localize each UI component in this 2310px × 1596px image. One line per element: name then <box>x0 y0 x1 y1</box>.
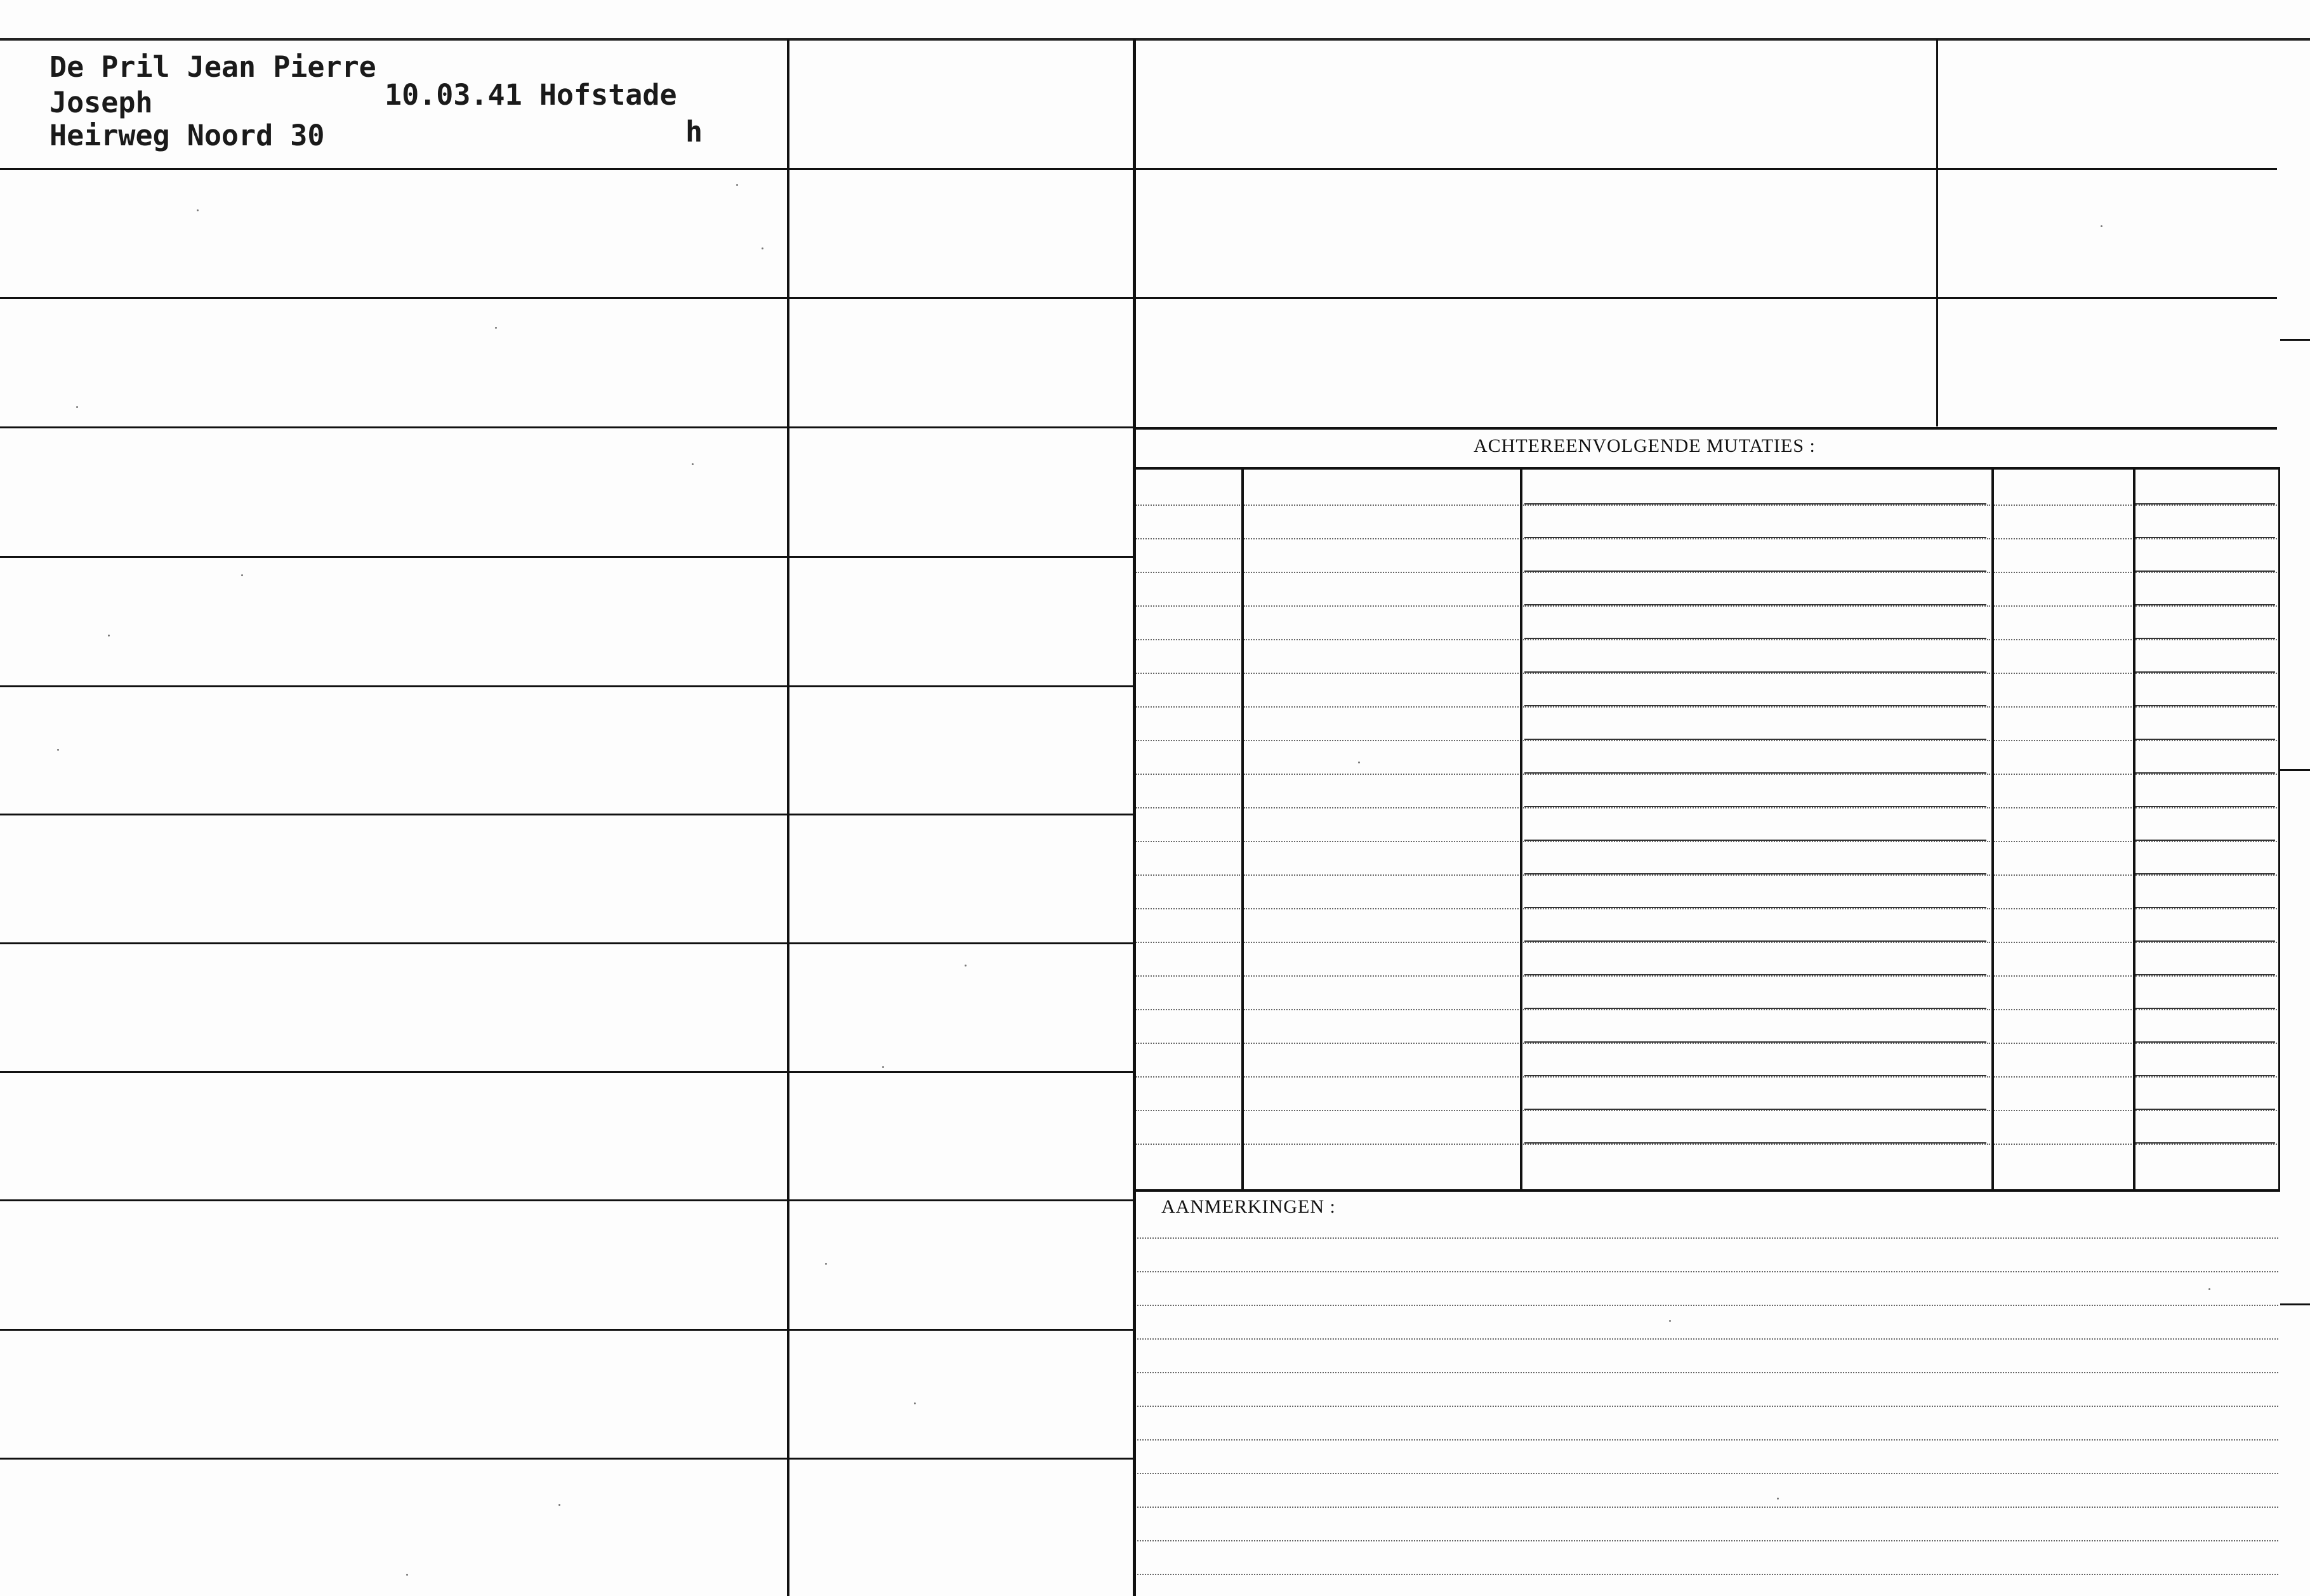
mutation-row-line <box>1994 605 2132 607</box>
mutation-row-rule <box>1524 772 1986 774</box>
mutation-row-line <box>2135 572 2277 573</box>
mutation-row-line <box>1136 572 1240 573</box>
mutation-row-line <box>2135 706 2277 708</box>
mutation-row-line <box>1523 605 1990 607</box>
mutation-row-rule <box>2135 1008 2275 1009</box>
mutation-row-line <box>2135 538 2277 539</box>
mutation-row-line <box>1244 740 1519 741</box>
left-row-line <box>0 814 1135 815</box>
mutation-row-line <box>1136 975 1240 977</box>
mutation-row-rule <box>1524 537 1986 538</box>
mutation-row-line <box>1244 908 1519 909</box>
mutation-row-rule <box>2135 604 2275 605</box>
mutation-row-line <box>1136 874 1240 876</box>
scan-speck <box>825 1263 827 1265</box>
mutation-row-line <box>2135 908 2277 909</box>
right-row-line-1 <box>1135 168 2277 170</box>
mutation-row-line <box>1244 605 1519 607</box>
mutation-row-line <box>2135 505 2277 506</box>
mutation-row-line <box>1244 673 1519 674</box>
sex-mark: h <box>685 115 703 148</box>
mutation-row-rule <box>2135 1142 2275 1144</box>
mutation-row-line <box>2135 673 2277 674</box>
mutation-row-line <box>1136 1009 1240 1010</box>
mutations-heading: ACHTEREENVOLGENDE MUTATIES : <box>1474 435 1816 456</box>
mutation-row-line <box>1523 639 1990 640</box>
mutation-row-line <box>1994 639 2132 640</box>
mutation-row-line <box>2135 841 2277 842</box>
mutation-row-line <box>1136 1043 1240 1044</box>
scan-speck <box>1777 1498 1779 1500</box>
mutation-row-line <box>1994 673 2132 674</box>
mutation-row-line <box>1136 1110 1240 1111</box>
margin-tick-1 <box>2280 339 2310 341</box>
mutation-row-line <box>1523 841 1990 842</box>
left-column-divider <box>787 39 789 1596</box>
mutation-row-line <box>1523 942 1990 943</box>
mutation-row-line <box>1994 807 2132 808</box>
right-upper-divider <box>1936 39 1938 426</box>
mutation-row-line <box>1136 774 1240 775</box>
mutation-row-rule <box>2135 1109 2275 1110</box>
left-row-line <box>0 1329 1135 1331</box>
mutation-row-rule <box>1524 940 1986 942</box>
mutation-row-line <box>1244 1009 1519 1010</box>
mutation-row-line <box>1136 505 1240 506</box>
mutation-row-line <box>2135 740 2277 741</box>
mutation-row-rule <box>1524 638 1986 639</box>
mutation-row-line <box>1994 841 2132 842</box>
left-row-line <box>0 556 1135 558</box>
mutations-col-right <box>2278 470 2280 1189</box>
mutation-row-line <box>1994 740 2132 741</box>
mutation-row-line <box>1994 1009 2132 1010</box>
mutations-col-3 <box>1991 470 1994 1189</box>
mutation-row-line <box>1994 774 2132 775</box>
mutation-row-line <box>2135 1144 2277 1145</box>
mutation-row-line <box>1994 874 2132 876</box>
mutation-row-line <box>1523 538 1990 539</box>
mutation-row-line <box>1136 740 1240 741</box>
mutation-row-line <box>2135 874 2277 876</box>
scan-speck <box>965 965 967 966</box>
left-row-line <box>0 1199 1135 1201</box>
mutation-row-rule <box>1524 974 1986 975</box>
mutation-row-rule <box>2135 739 2275 740</box>
left-row-line <box>0 297 1135 299</box>
mutation-row-line <box>1994 706 2132 708</box>
mutation-row-rule <box>2135 873 2275 874</box>
mutation-row-line <box>1244 1043 1519 1044</box>
mutation-row-line <box>2135 605 2277 607</box>
mutation-row-line <box>1523 505 1990 506</box>
mutation-row-rule <box>2135 638 2275 639</box>
mutation-row-line <box>1523 1043 1990 1044</box>
remark-line <box>1137 1305 2278 1306</box>
remark-line <box>1137 1540 2278 1541</box>
mutation-row-rule <box>2135 907 2275 908</box>
birth-date-place: 10.03.41 Hofstade <box>385 78 677 112</box>
mutation-row-rule <box>1524 705 1986 706</box>
mutation-row-line <box>1244 807 1519 808</box>
name-line-2: Joseph <box>50 86 153 119</box>
mutation-row-rule <box>1524 907 1986 908</box>
name-line-1: De Pril Jean Pierre <box>50 50 376 84</box>
mutation-row-line <box>2135 1043 2277 1044</box>
scan-speck <box>2101 225 2102 227</box>
mutation-row-line <box>1523 673 1990 674</box>
mutation-row-line <box>1136 706 1240 708</box>
mutation-row-rule <box>1524 1041 1986 1043</box>
scan-speck <box>76 406 78 408</box>
address: Heirweg Noord 30 <box>50 119 325 152</box>
mutation-row-line <box>1244 874 1519 876</box>
mutation-row-line <box>1136 841 1240 842</box>
scan-speck <box>108 635 110 636</box>
mutation-row-line <box>1244 538 1519 539</box>
mutation-row-rule <box>2135 705 2275 706</box>
mutation-row-rule <box>2135 1075 2275 1076</box>
mutation-row-line <box>1994 1110 2132 1111</box>
mutation-row-line <box>1244 975 1519 977</box>
mutations-col-1 <box>1241 470 1244 1189</box>
mutation-row-rule <box>1524 570 1986 572</box>
left-row-line <box>0 1458 1135 1460</box>
mutation-row-rule <box>1524 503 1986 505</box>
mutations-col-2 <box>1520 470 1522 1189</box>
left-row-line <box>0 942 1135 944</box>
mutation-row-line <box>1994 505 2132 506</box>
mutation-row-line <box>1136 605 1240 607</box>
mutation-row-line <box>1523 740 1990 741</box>
mutation-row-line <box>1994 908 2132 909</box>
mutation-row-line <box>1994 1076 2132 1078</box>
mutation-row-line <box>1244 1076 1519 1078</box>
mutation-row-line <box>1523 807 1990 808</box>
mutation-row-line <box>1994 572 2132 573</box>
remark-line <box>1137 1338 2278 1340</box>
mutation-row-rule <box>2135 772 2275 774</box>
margin-tick-2 <box>2280 769 2310 771</box>
right-row-line-2 <box>1135 297 2277 299</box>
mutation-row-rule <box>2135 974 2275 975</box>
scan-speck <box>882 1066 884 1068</box>
remark-line <box>1137 1439 2278 1441</box>
mutation-row-line <box>1136 639 1240 640</box>
mutation-row-rule <box>2135 503 2275 505</box>
mutation-row-line <box>2135 807 2277 808</box>
mutation-row-line <box>2135 975 2277 977</box>
mutation-row-line <box>2135 1009 2277 1010</box>
mutation-row-line <box>1136 908 1240 909</box>
mutation-row-rule <box>2135 1041 2275 1043</box>
scan-speck <box>495 327 497 329</box>
mutation-row-rule <box>1524 739 1986 740</box>
mutation-row-line <box>1523 706 1990 708</box>
remark-line <box>1137 1372 2278 1373</box>
mutation-row-line <box>2135 1076 2277 1078</box>
mutation-row-rule <box>1524 671 1986 673</box>
mutation-row-line <box>1244 505 1519 506</box>
scan-speck <box>2208 1288 2210 1290</box>
scan-speck <box>406 1574 408 1576</box>
scan-speck <box>1358 762 1360 763</box>
mutation-row-rule <box>1524 604 1986 605</box>
mutations-table-top <box>1135 467 2280 470</box>
mutation-row-rule <box>1524 1008 1986 1009</box>
scan-speck <box>57 749 59 751</box>
mutation-row-rule <box>2135 537 2275 538</box>
mutation-row-line <box>1136 942 1240 943</box>
left-row-line <box>0 168 1135 170</box>
mutation-row-line <box>1523 572 1990 573</box>
mutations-table-bottom <box>1135 1189 2280 1192</box>
mutation-row-line <box>1136 1076 1240 1078</box>
left-row-line <box>0 685 1135 687</box>
mutation-row-line <box>1244 639 1519 640</box>
mutation-row-rule <box>1524 840 1986 841</box>
mutation-row-line <box>1244 1144 1519 1145</box>
mutation-row-line <box>1244 774 1519 775</box>
left-row-line <box>0 426 1135 428</box>
mutation-row-line <box>2135 942 2277 943</box>
mutation-row-line <box>1244 706 1519 708</box>
mutation-row-rule <box>1524 1109 1986 1110</box>
scan-speck <box>241 574 243 576</box>
scan-speck <box>1669 1320 1671 1322</box>
scan-speck <box>736 184 738 186</box>
mutation-row-line <box>1136 1144 1240 1145</box>
mutation-row-line <box>1994 538 2132 539</box>
remark-line <box>1137 1406 2278 1407</box>
mutation-row-line <box>1523 908 1990 909</box>
mutation-row-line <box>1523 1076 1990 1078</box>
mutation-row-line <box>1523 774 1990 775</box>
mutation-row-rule <box>1524 873 1986 874</box>
mutation-row-rule <box>1524 1075 1986 1076</box>
remark-line <box>1137 1237 2278 1239</box>
right-row-line-3 <box>1135 427 2277 430</box>
scan-speck <box>914 1402 916 1404</box>
mutation-row-rule <box>2135 671 2275 673</box>
mutation-row-rule <box>2135 806 2275 807</box>
mutation-row-line <box>2135 1110 2277 1111</box>
mutation-row-line <box>1994 942 2132 943</box>
mutation-row-line <box>1523 1110 1990 1111</box>
scan-speck <box>197 209 199 211</box>
remark-line <box>1137 1473 2278 1474</box>
margin-tick-3 <box>2280 1303 2310 1305</box>
mutation-row-rule <box>2135 840 2275 841</box>
mutation-row-rule <box>1524 1142 1986 1144</box>
mutation-row-rule <box>2135 940 2275 942</box>
middle-column-divider <box>1133 39 1136 1596</box>
mutation-row-line <box>1994 1043 2132 1044</box>
mutation-row-line <box>1523 874 1990 876</box>
mutation-row-line <box>2135 774 2277 775</box>
mutation-row-line <box>1523 975 1990 977</box>
scan-speck <box>558 1504 560 1506</box>
remark-line <box>1137 1507 2278 1508</box>
mutation-row-line <box>1136 807 1240 808</box>
mutation-row-line <box>1136 538 1240 539</box>
mutation-row-line <box>1244 1110 1519 1111</box>
remarks-heading: AANMERKINGEN : <box>1161 1196 1336 1217</box>
scan-speck <box>762 247 763 249</box>
remark-line <box>1137 1271 2278 1272</box>
mutation-row-line <box>1523 1144 1990 1145</box>
top-edge-line <box>0 38 2310 41</box>
mutation-row-line <box>1523 1009 1990 1010</box>
scan-speck <box>692 463 694 465</box>
mutation-row-line <box>1994 975 2132 977</box>
left-row-line <box>0 1071 1135 1073</box>
mutation-row-line <box>1994 1144 2132 1145</box>
mutation-row-line <box>2135 639 2277 640</box>
mutation-row-rule <box>2135 570 2275 572</box>
mutation-row-line <box>1244 572 1519 573</box>
mutation-row-line <box>1244 942 1519 943</box>
mutations-col-4 <box>2133 470 2135 1189</box>
mutation-row-line <box>1136 673 1240 674</box>
remark-line <box>1137 1574 2278 1575</box>
mutation-row-rule <box>1524 806 1986 807</box>
mutation-row-line <box>1244 841 1519 842</box>
